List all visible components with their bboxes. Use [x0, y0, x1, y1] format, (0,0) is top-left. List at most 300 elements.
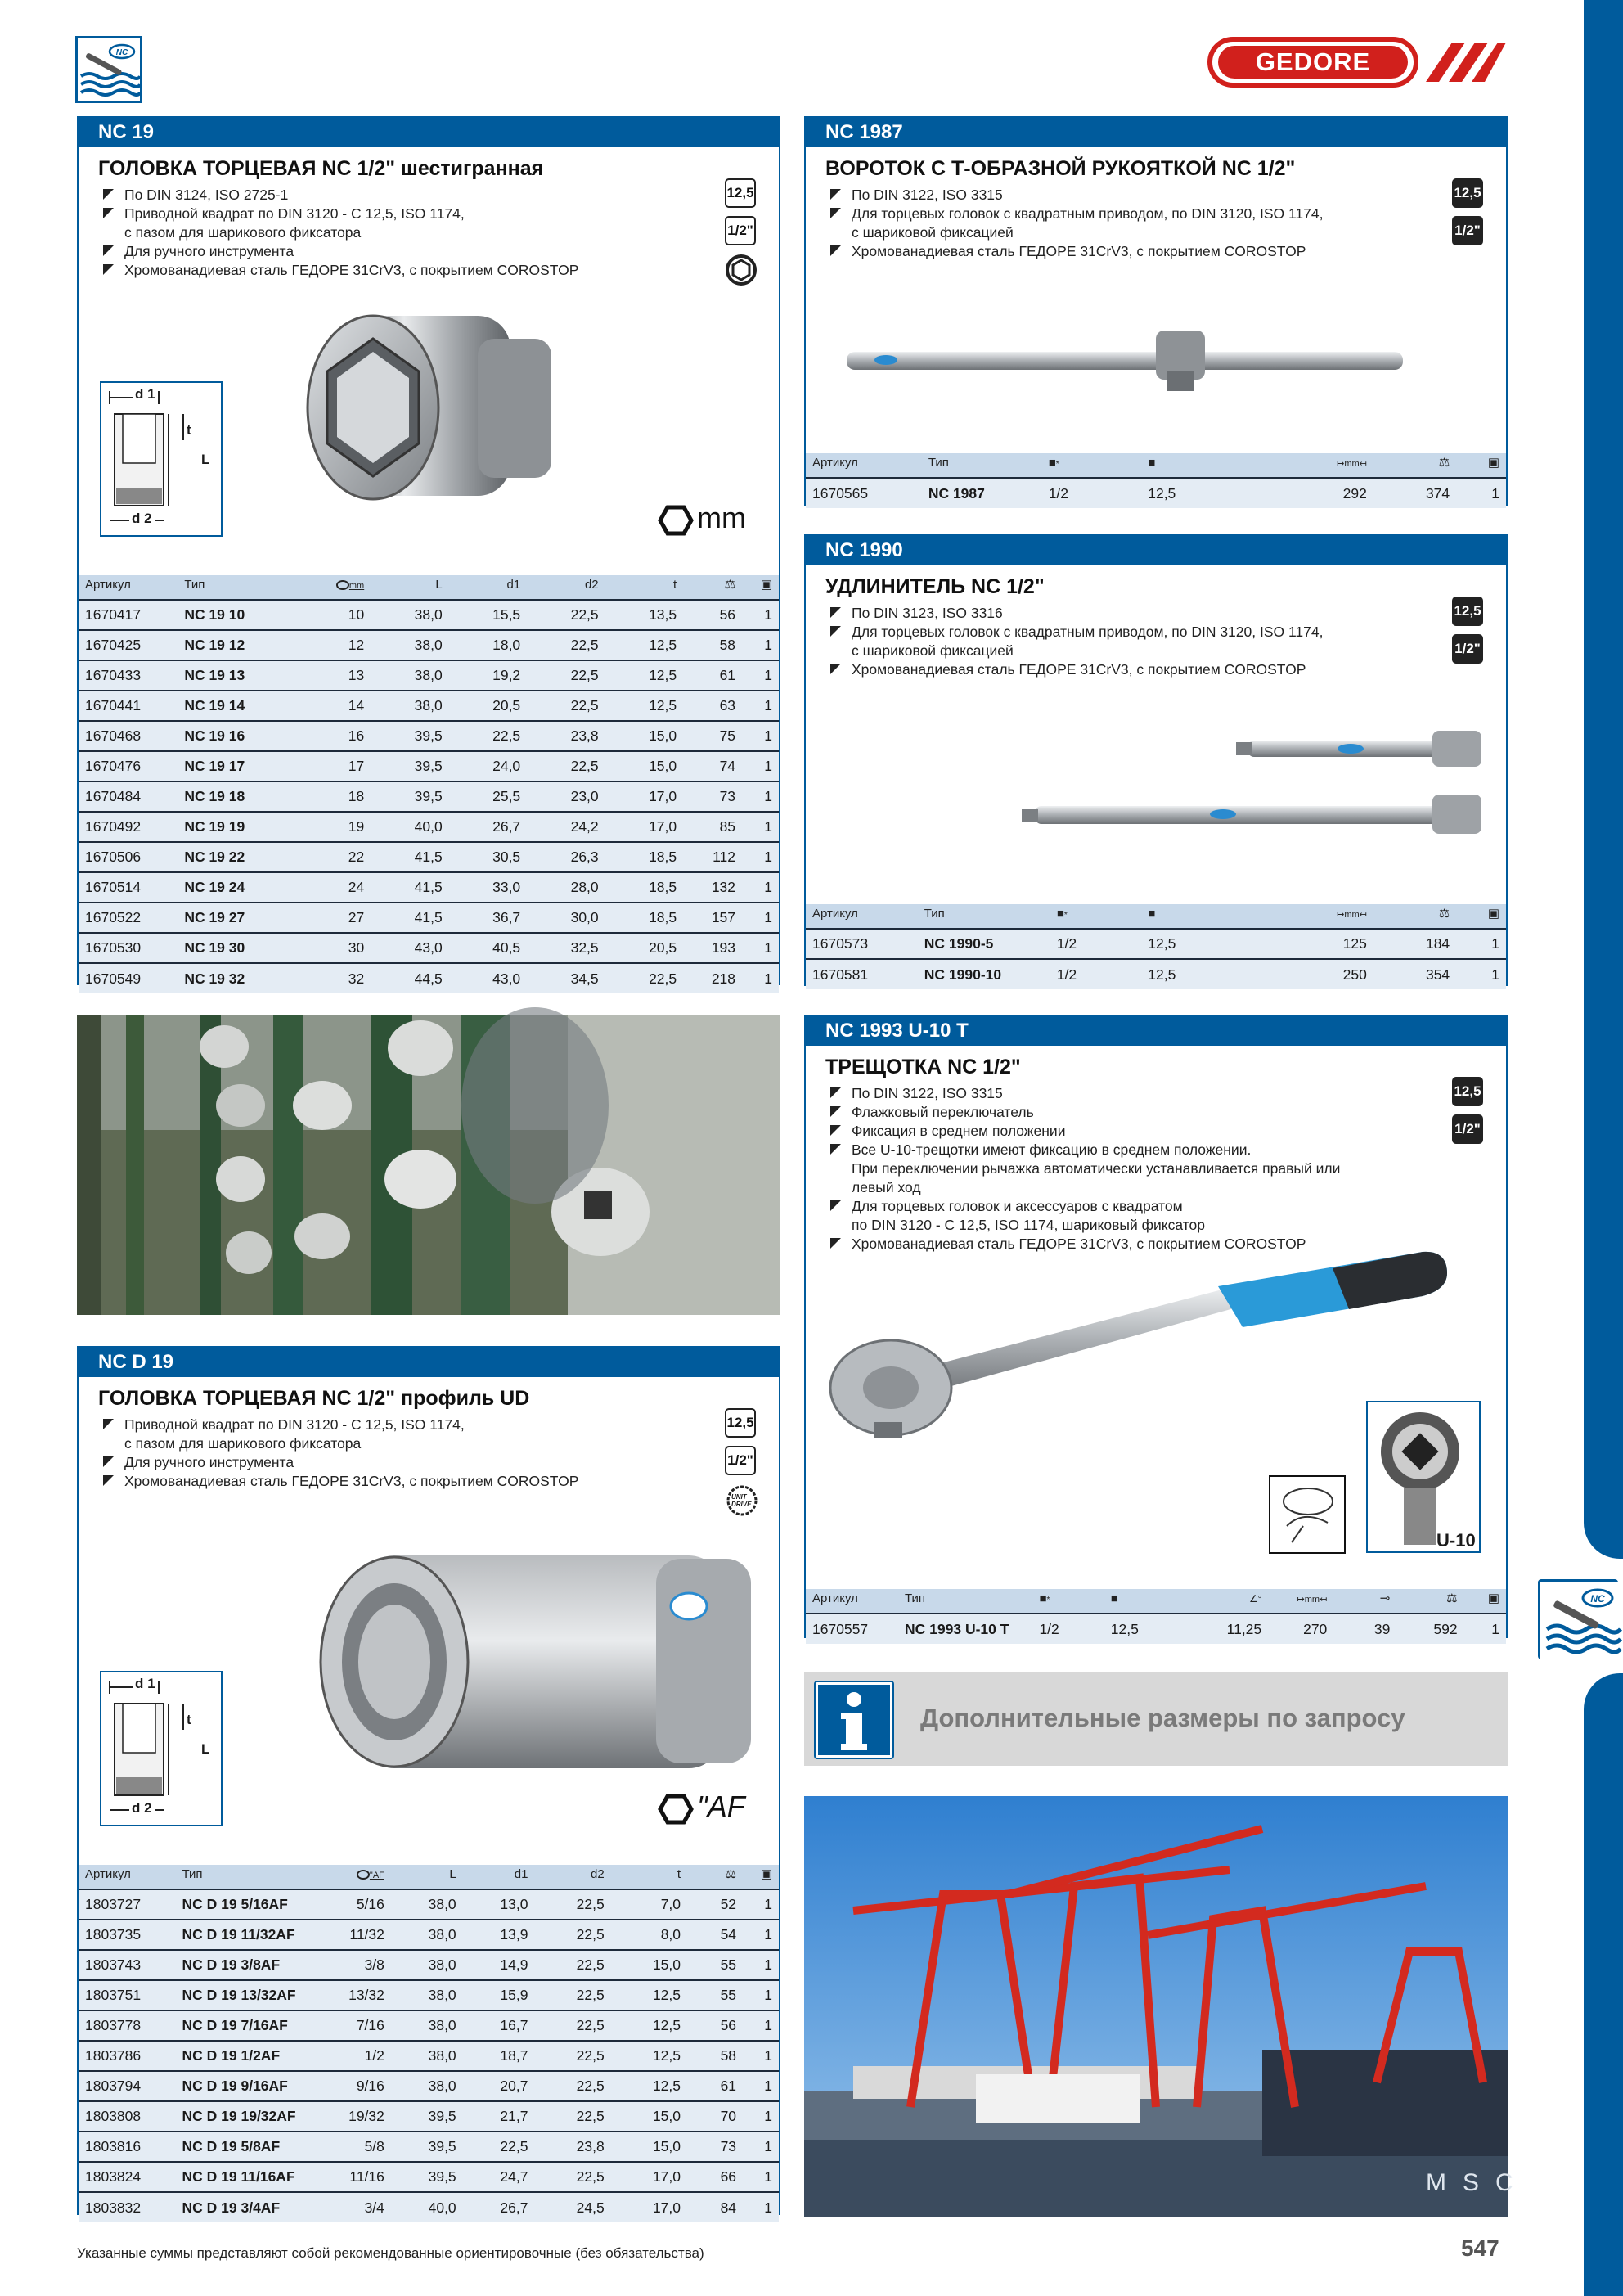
square-icon: ■ — [1141, 453, 1307, 471]
value-cell: 66 — [687, 2162, 743, 2192]
article-cell: 1670557 — [806, 1614, 898, 1644]
value-cell: 112 — [683, 842, 742, 872]
value-cell: 15,0 — [611, 2132, 687, 2162]
spec-badges — [725, 1408, 758, 1518]
value-cell: 1 — [1456, 478, 1506, 508]
feature-item: Хромованадиевая сталь ГЕДОРЕ 31CrV3, с покрытием COROSTOP — [830, 242, 1485, 261]
feature-item: Все U-10-трещотки имеют фиксацию в среднем положении. При переключении рычажка автоматически устанавливается правый или левый ход — [830, 1141, 1485, 1197]
value-cell: 19,2 — [449, 660, 527, 691]
value-cell: 43,0 — [371, 933, 448, 963]
value-cell: 1 — [743, 2162, 779, 2192]
hexagon-icon — [659, 1794, 692, 1824]
value-cell: 1 — [1464, 1614, 1506, 1644]
type-cell: NC 19 12 — [178, 630, 297, 660]
value-cell: 23,0 — [527, 781, 605, 812]
footnote: Указанные суммы представляют собой рекомендованные ориентировочные (без обязательства) — [77, 2245, 704, 2261]
article-cell: 1803751 — [79, 1980, 176, 2010]
col-header: Тип — [922, 453, 1042, 471]
feature-item: Для торцевых головок с квадратным приводом, по DIN 3120, ISO 1174, с шариковой фиксацией — [830, 623, 1485, 660]
svg-text:NC: NC — [115, 48, 128, 57]
value-cell: 63 — [683, 691, 742, 721]
type-cell: NC D 19 19/32AF — [176, 2101, 329, 2132]
col-header: Артикул — [806, 453, 922, 471]
spec-badges — [1452, 1077, 1485, 1152]
value-cell: 374 — [1373, 478, 1456, 508]
value-cell: 1 — [742, 630, 779, 660]
value-cell: 17,0 — [611, 2162, 687, 2192]
drive-size-badge: 12,5 — [1452, 597, 1483, 626]
value-cell: 12,5 — [611, 2071, 687, 2101]
article-cell: 1803816 — [79, 2132, 176, 2162]
value-cell: 28,0 — [527, 872, 605, 903]
type-cell: NC D 19 7/16AF — [176, 2010, 329, 2041]
port-cranes-photo — [804, 1796, 1530, 2217]
feature-item: Хромованадиевая сталь ГЕДОРЕ 31CrV3, с покрытием COROSTOP — [830, 1235, 1485, 1254]
value-cell: 10 — [297, 600, 371, 630]
value-cell: 1 — [742, 600, 779, 630]
col-header: Артикул — [806, 1589, 898, 1607]
value-cell: 22,5 — [534, 1889, 610, 1920]
weight-icon: ⚖ — [683, 575, 742, 593]
value-cell: 24,2 — [527, 812, 605, 842]
value-cell: 52 — [687, 1889, 743, 1920]
col-header: mm — [297, 575, 371, 593]
value-cell: 39,5 — [391, 2101, 463, 2132]
spec-badges — [1452, 597, 1485, 672]
product-title: УДЛИНИТЕЛЬ NC 1/2" — [825, 575, 1045, 598]
value-cell: 58 — [683, 630, 742, 660]
col-header: Тип — [176, 1865, 329, 1883]
value-cell: 1 — [742, 933, 779, 963]
table-body — [806, 478, 1506, 508]
article-cell: 1803778 — [79, 2010, 176, 2041]
dim-t-label: t — [187, 1712, 191, 1727]
value-cell: 3/8 — [328, 1950, 391, 1980]
dim-L-label: L — [201, 1741, 210, 1757]
value-cell: 22,5 — [527, 630, 605, 660]
value-cell: 22 — [297, 842, 371, 872]
col-header: d2 — [534, 1865, 610, 1883]
table-row — [79, 660, 779, 691]
page-number: 547 — [1461, 2235, 1499, 2261]
extension-bars-image — [1002, 724, 1493, 847]
value-cell: 11,25 — [1201, 1614, 1268, 1644]
value-cell: 16 — [297, 721, 371, 751]
value-cell: 23,8 — [527, 721, 605, 751]
value-cell: 30,5 — [449, 842, 527, 872]
feature-item: По DIN 3122, ISO 3315 — [830, 1084, 1485, 1103]
value-cell: 70 — [687, 2101, 743, 2132]
value-cell: 23,8 — [534, 2132, 610, 2162]
value-cell: 18,5 — [605, 872, 683, 903]
value-cell: 22,5 — [527, 600, 605, 630]
product-code: NC 1987 — [806, 118, 1506, 147]
wrench-icon: ⊸ — [1333, 1589, 1396, 1607]
value-cell: 21,7 — [463, 2101, 535, 2132]
value-cell: 55 — [687, 1980, 743, 2010]
col-header: d1 — [449, 575, 527, 593]
value-cell: 193 — [683, 933, 742, 963]
value-cell: 40,0 — [371, 812, 448, 842]
hexagon-icon — [725, 254, 758, 286]
value-cell: 1 — [742, 812, 779, 842]
value-cell: 22,5 — [534, 2162, 610, 2192]
table-row — [79, 630, 779, 660]
value-cell: 1 — [742, 903, 779, 933]
t-handle-image — [847, 327, 1403, 393]
feature-item: По DIN 3122, ISO 3315 — [830, 186, 1485, 205]
value-cell: 20,5 — [605, 933, 683, 963]
value-cell: 7/16 — [328, 2010, 391, 2041]
table-row — [79, 2132, 779, 2162]
value-cell: 18,0 — [449, 630, 527, 660]
value-cell: 1 — [742, 660, 779, 691]
type-cell: NC 19 17 — [178, 751, 297, 781]
table-row — [806, 1614, 1506, 1644]
dim-d2-label: d 2 — [129, 1800, 155, 1817]
value-cell: 39,5 — [371, 721, 448, 751]
value-cell: 56 — [683, 600, 742, 630]
table-row — [79, 933, 779, 963]
value-cell: 39,5 — [371, 751, 448, 781]
value-cell: 33,0 — [449, 872, 527, 903]
value-cell: 22,5 — [534, 1920, 610, 1950]
value-cell: 12 — [297, 630, 371, 660]
weight-icon: ⚖ — [1373, 904, 1456, 922]
value-cell: 1 — [742, 842, 779, 872]
type-cell: NC D 19 3/4AF — [176, 2192, 329, 2222]
article-cell: 1670530 — [79, 933, 178, 963]
value-cell: 39 — [1333, 1614, 1396, 1644]
table-row — [79, 751, 779, 781]
value-cell: 5/8 — [328, 2132, 391, 2162]
table-row — [79, 781, 779, 812]
value-cell: 16,7 — [463, 2010, 535, 2041]
article-cell: 1803786 — [79, 2041, 176, 2071]
table-body — [79, 1889, 779, 2222]
dim-d2-label: d 2 — [129, 511, 155, 527]
col-header: ↦mm↤ — [1307, 453, 1373, 471]
ud-socket-image — [312, 1541, 820, 1778]
value-cell: 8,0 — [611, 1920, 687, 1950]
value-cell: 3/4 — [328, 2192, 391, 2222]
square-drive-icon: ■* — [1042, 453, 1142, 471]
svg-text:NC: NC — [1590, 1593, 1605, 1605]
feature-item: Хромованадиевая сталь ГЕДОРЕ 31CrV3, с покрытием COROSTOP — [103, 1472, 758, 1491]
type-cell: NC 19 30 — [178, 933, 297, 963]
value-cell: 41,5 — [371, 842, 448, 872]
value-cell: 1 — [1456, 959, 1506, 989]
value-cell: 270 — [1268, 1614, 1333, 1644]
table-row — [79, 812, 779, 842]
value-cell: 22,5 — [449, 721, 527, 751]
value-cell: 40,5 — [449, 933, 527, 963]
product-card-nc1993 — [804, 1015, 1508, 1638]
value-cell: 32 — [297, 963, 371, 993]
article-cell: 1670425 — [79, 630, 178, 660]
article-cell: 1803832 — [79, 2192, 176, 2222]
value-cell: 17,0 — [611, 2192, 687, 2222]
table-row — [79, 2071, 779, 2101]
value-cell: 41,5 — [371, 872, 448, 903]
col-header: "AF — [328, 1865, 391, 1883]
table-body — [806, 1614, 1506, 1644]
value-cell: 12,5 — [605, 691, 683, 721]
feature-item: Для ручного инструмента — [103, 242, 758, 261]
value-cell: 26,7 — [463, 2192, 535, 2222]
table-body — [806, 929, 1506, 989]
value-cell: 40,0 — [391, 2192, 463, 2222]
col-header: ↦mm↤ — [1268, 1589, 1333, 1607]
value-cell: 354 — [1373, 959, 1456, 989]
size-unit-label: "AF — [697, 1790, 745, 1823]
value-cell: 1 — [743, 1980, 779, 2010]
article-cell: 1670514 — [79, 872, 178, 903]
type-cell: NC 19 10 — [178, 600, 297, 630]
article-cell: 1670417 — [79, 600, 178, 630]
weight-icon: ⚖ — [1373, 453, 1456, 471]
drive-size-badge: 12,5 — [1452, 1077, 1483, 1106]
value-cell: 1 — [742, 721, 779, 751]
value-cell: 85 — [683, 812, 742, 842]
value-cell: 17 — [297, 751, 371, 781]
value-cell: 592 — [1396, 1614, 1463, 1644]
col-header: Артикул — [79, 1865, 176, 1883]
table-row — [79, 1980, 779, 2010]
value-cell: 36,7 — [449, 903, 527, 933]
value-cell: 1 — [742, 691, 779, 721]
table-row — [806, 929, 1506, 959]
type-cell: NC 19 16 — [178, 721, 297, 751]
value-cell: 1 — [742, 963, 779, 993]
value-cell: 1 — [743, 1920, 779, 1950]
type-cell: NC 1990-5 — [918, 929, 1050, 959]
value-cell: 39,5 — [391, 2132, 463, 2162]
hex-socket-image — [298, 306, 560, 511]
table-row — [79, 842, 779, 872]
value-cell: 22,5 — [534, 1950, 610, 1980]
type-cell: NC D 19 11/32AF — [176, 1920, 329, 1950]
spec-table — [79, 575, 779, 993]
value-cell: 13 — [297, 660, 371, 691]
value-cell: 15,9 — [463, 1980, 535, 2010]
type-cell: NC D 19 9/16AF — [176, 2071, 329, 2101]
value-cell: 34,5 — [527, 963, 605, 993]
value-cell: 24,7 — [463, 2162, 535, 2192]
article-cell: 1670492 — [79, 812, 178, 842]
value-cell: 38,0 — [391, 1889, 463, 1920]
value-cell: 1 — [1456, 929, 1506, 959]
col-header: d2 — [527, 575, 605, 593]
article-cell: 1670484 — [79, 781, 178, 812]
table-row — [79, 1889, 779, 1920]
value-cell: 12,5 — [1104, 1614, 1201, 1644]
value-cell: 1 — [743, 2041, 779, 2071]
dim-d1-label: d 1 — [133, 1676, 158, 1692]
table-row — [79, 2101, 779, 2132]
value-cell: 1 — [743, 2192, 779, 2222]
value-cell: 22,5 — [463, 2132, 535, 2162]
wrench-water-icon — [75, 36, 142, 103]
value-cell: 38,0 — [391, 2041, 463, 2071]
side-rail-top — [1584, 0, 1623, 1559]
weight-icon: ⚖ — [687, 1865, 743, 1883]
col-header: Тип — [918, 904, 1050, 922]
value-cell: 20,5 — [449, 691, 527, 721]
value-cell: 1/2 — [1032, 1614, 1104, 1644]
feature-item: Приводной квадрат по DIN 3120 - C 12,5, ISO 1174, с пазом для шарикового фиксатора — [103, 205, 758, 242]
value-cell: 38,0 — [391, 2010, 463, 2041]
square-drive-icon: ■* — [1050, 904, 1141, 922]
type-cell: NC D 19 1/2AF — [176, 2041, 329, 2071]
value-cell: 1 — [743, 2101, 779, 2132]
drive-fraction-badge: 1/2" — [725, 216, 756, 245]
product-card-nc1987 — [804, 116, 1508, 506]
type-cell: NC 19 18 — [178, 781, 297, 812]
col-header: Артикул — [806, 904, 918, 922]
drive-size-badge: 12,5 — [725, 178, 756, 208]
table-row — [79, 2010, 779, 2041]
col-header: ∠° — [1201, 1589, 1268, 1607]
value-cell: 18,7 — [463, 2041, 535, 2071]
value-cell: 13,9 — [463, 1920, 535, 1950]
feature-item: Для ручного инструмента — [103, 1453, 758, 1472]
value-cell: 12,5 — [611, 1980, 687, 2010]
package-icon: ▣ — [1464, 1589, 1506, 1607]
value-cell: 5/16 — [328, 1889, 391, 1920]
feature-item: По DIN 3124, ISO 2725-1 — [103, 186, 758, 205]
switch-lever-diagram — [1269, 1475, 1346, 1554]
value-cell: 27 — [297, 903, 371, 933]
value-cell: 22,5 — [605, 963, 683, 993]
weight-icon: ⚖ — [1396, 1589, 1463, 1607]
table-row — [79, 903, 779, 933]
type-cell: NC 19 19 — [178, 812, 297, 842]
value-cell: 1 — [743, 2010, 779, 2041]
article-cell: 1670565 — [806, 478, 922, 508]
value-cell: 9/16 — [328, 2071, 391, 2101]
spec-badges — [725, 178, 758, 286]
type-cell: NC 19 22 — [178, 842, 297, 872]
value-cell: 18,5 — [605, 903, 683, 933]
package-icon: ▣ — [1456, 904, 1506, 922]
value-cell: 11/32 — [328, 1920, 391, 1950]
value-cell: 22,5 — [534, 2010, 610, 2041]
type-cell: NC D 19 5/8AF — [176, 2132, 329, 2162]
feature-item: Для торцевых головок с квадратным приводом, по DIN 3120, ISO 1174, с шариковой фиксацией — [830, 205, 1485, 242]
product-title: ГОЛОВКА ТОРЦЕВАЯ NC 1/2" профиль UD — [98, 1387, 530, 1410]
article-cell: 1803735 — [79, 1920, 176, 1950]
value-cell: 12,5 — [1141, 959, 1307, 989]
article-cell: 1670522 — [79, 903, 178, 933]
drive-fraction-badge: 1/2" — [1452, 216, 1483, 245]
article-cell: 1803727 — [79, 1889, 176, 1920]
value-cell: 12,5 — [605, 630, 683, 660]
table-row — [79, 721, 779, 751]
article-cell: 1803808 — [79, 2101, 176, 2132]
table-row — [79, 691, 779, 721]
table-row — [79, 1920, 779, 1950]
drive-fraction-badge: 1/2" — [725, 1446, 756, 1475]
product-title: ТРЕЩОТКА NC 1/2" — [825, 1056, 1021, 1078]
feature-item: Хромованадиевая сталь ГЕДОРЕ 31CrV3, с покрытием COROSTOP — [830, 660, 1485, 679]
col-header: Тип — [178, 575, 297, 593]
square-icon: ■ — [1104, 1589, 1201, 1607]
value-cell: 26,3 — [527, 842, 605, 872]
unit-drive-icon: UNIT DRIVE — [725, 1483, 759, 1518]
value-cell: 38,0 — [371, 630, 448, 660]
value-cell: 58 — [687, 2041, 743, 2071]
value-cell: 38,0 — [391, 1950, 463, 1980]
table-row — [79, 600, 779, 630]
product-code: NC D 19 — [79, 1348, 779, 1377]
square-drive-icon: ■* — [1032, 1589, 1104, 1607]
value-cell: 15,5 — [449, 600, 527, 630]
gedore-logo — [1207, 36, 1506, 88]
value-cell: 54 — [687, 1920, 743, 1950]
type-cell: NC 19 32 — [178, 963, 297, 993]
value-cell: 41,5 — [371, 903, 448, 933]
table-row — [79, 2192, 779, 2222]
value-cell: 38,0 — [391, 2071, 463, 2101]
wrench-water-icon[interactable] — [1538, 1579, 1618, 1659]
value-cell: 84 — [687, 2192, 743, 2222]
product-code: NC 19 — [79, 118, 779, 147]
spec-badges — [1452, 178, 1485, 254]
type-cell: NC D 19 11/16AF — [176, 2162, 329, 2192]
value-cell: 1 — [742, 872, 779, 903]
col-header: d1 — [463, 1865, 535, 1883]
dim-L-label: L — [201, 452, 210, 467]
side-rail-bottom — [1584, 1673, 1623, 2296]
value-cell: 1/2 — [328, 2041, 391, 2071]
type-cell: NC D 19 13/32AF — [176, 1980, 329, 2010]
u10-label: U-10 — [1436, 1530, 1476, 1551]
feature-item: Флажковый переключатель — [830, 1103, 1485, 1122]
value-cell: 250 — [1307, 959, 1373, 989]
table-row — [79, 2162, 779, 2192]
type-cell: NC 19 13 — [178, 660, 297, 691]
product-card-nc1990 — [804, 534, 1508, 986]
value-cell: 157 — [683, 903, 742, 933]
value-cell: 61 — [683, 660, 742, 691]
table-row — [79, 2041, 779, 2071]
drive-size-badge: 12,5 — [725, 1408, 756, 1438]
value-cell: 13,0 — [463, 1889, 535, 1920]
dim-d1-label: d 1 — [133, 386, 158, 403]
feature-list — [830, 604, 1485, 679]
value-cell: 184 — [1373, 929, 1456, 959]
value-cell: 75 — [683, 721, 742, 751]
spec-table — [806, 904, 1506, 989]
value-cell: 12,5 — [611, 2010, 687, 2041]
spec-table — [79, 1865, 779, 2222]
value-cell: 24,5 — [534, 2192, 610, 2222]
table-row — [79, 872, 779, 903]
value-cell: 73 — [687, 2132, 743, 2162]
col-header: t — [605, 575, 683, 593]
svg-text:MSC: MSC — [1426, 2169, 1530, 2196]
article-cell: 1670506 — [79, 842, 178, 872]
table-body — [79, 600, 779, 993]
value-cell: 22,5 — [527, 660, 605, 691]
type-cell: NC 19 14 — [178, 691, 297, 721]
table-row — [806, 478, 1506, 508]
table-row — [79, 963, 779, 993]
value-cell: 14,9 — [463, 1950, 535, 1980]
dimension-diagram — [100, 381, 223, 537]
value-cell: 30 — [297, 933, 371, 963]
